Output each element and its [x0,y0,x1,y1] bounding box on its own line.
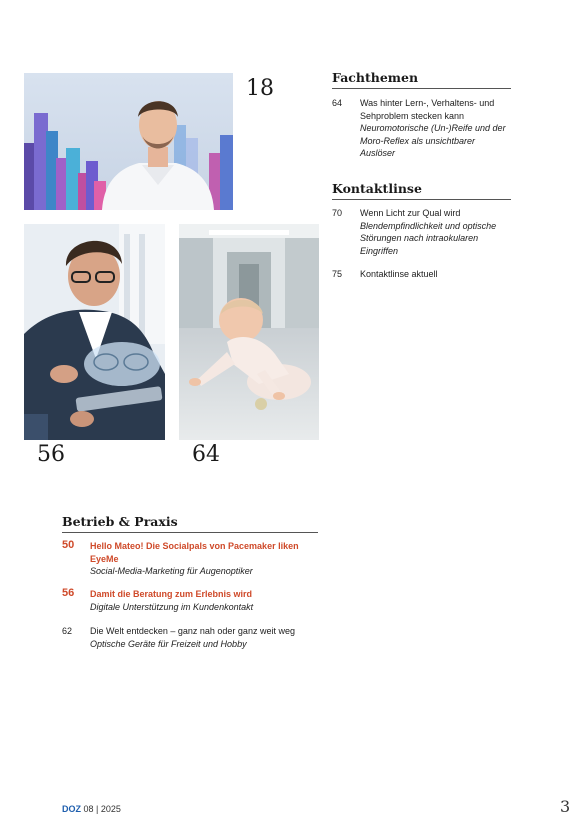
toc-entry-subtitle: Blendempfindlichkeit und optische Störungen nach intraokularen Eingriffen [360,220,497,256]
footer-issue-line [62,804,121,814]
toc-entry-number: 50 [62,539,75,551]
toc-entry-subtitle: Social-Media-Marketing für Augenoptiker [90,566,253,576]
toc-entry-title: Hello Mateo! Die Socialpals von Pacemaker liken EyeMe [90,541,299,564]
photo-man-tablet [24,224,165,440]
toc-entry-number: 62 [62,626,73,636]
footer-issue: 08 | 2025 [83,804,121,814]
toc-entry-title: Was hinter Lern-, Verhaltens- und Sehproblem stecken kann [360,98,495,121]
toc-entry-number: 75 [332,269,343,279]
toc-entry-subtitle: Optische Geräte für Freizeit und Hobby [90,638,247,649]
page-number-18: 18 [246,76,274,101]
page-number-56: 56 [37,442,65,467]
page-number-64: 64 [192,442,220,467]
toc-entry-title: Die Welt entdecken – ganz nah oder ganz weit weg [90,626,295,636]
section-heading-fachthemen: Fachthemen [332,70,511,89]
toc-entry-number: 64 [332,98,343,108]
section-heading-kontaktlinse: Kontaktlinse [332,181,511,200]
toc-entry-number: 56 [62,587,75,599]
folio-page-number: 3 [560,797,571,816]
footer-brand-logo: DOZ [62,804,81,814]
toc-entry-subtitle: Neuromotorische (Un-)Reife und der Moro-Reflex als unsichtbarer Auslöser [360,123,506,158]
toc-entry-title: Kontaktlinse aktuell [360,269,438,279]
toc-entry-number: 70 [332,208,343,218]
photo-crawling-baby [179,224,319,440]
toc-entry-title: Damit die Beratung zum Erlebnis wird [90,589,253,599]
section-heading-betrieb-praxis: Betrieb & Praxis [62,514,318,533]
photo-man-skyline [24,73,233,210]
toc-entry-title: Wenn Licht zur Qual wird [360,208,461,218]
toc-entry-subtitle: Digitale Unterstützung im Kundenkontakt [90,601,254,612]
